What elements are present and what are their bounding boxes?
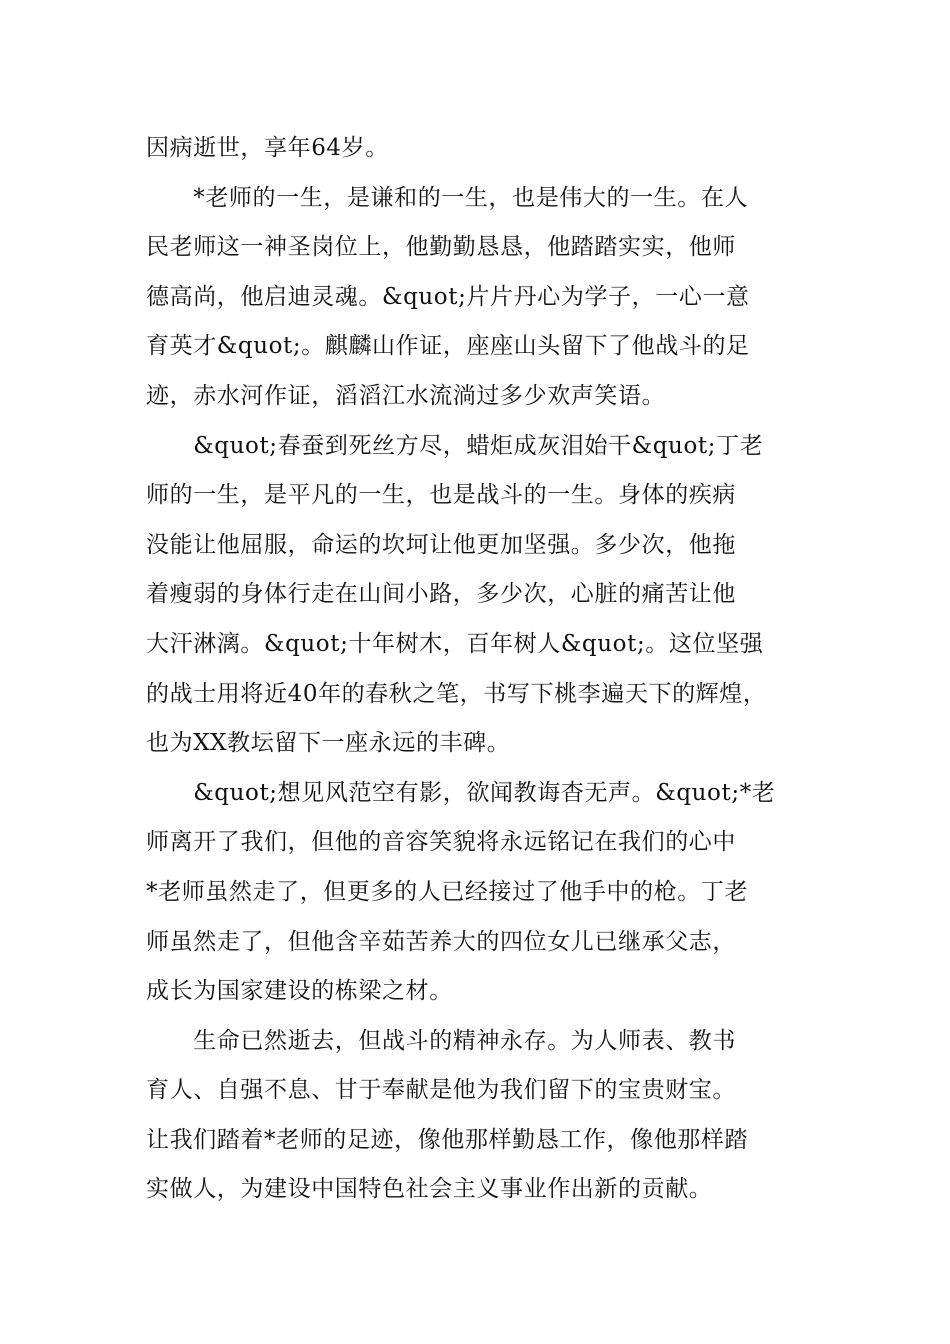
text-line: 育人、自强不息、甘于奉献是他为我们留下的宝贵财宝。 (146, 1077, 736, 1104)
text-line: 德高尚，他启迪灵魂。&quot;片片丹心为学子，一心一意 (146, 283, 750, 310)
text-line: 成长为国家建设的栋梁之材。 (146, 978, 453, 1005)
text-line: 师离开了我们，但他的音容笑貌将永远铭记在我们的心中 (146, 829, 736, 856)
text-line: 让我们踏着*老师的足迹，像他那样勤恳工作，像他那样踏 (146, 1126, 749, 1153)
text-line: &quot;想见风范空有影，欲闻教诲杳无声。&quot;*老 (146, 779, 776, 806)
text-line: 也为XX教坛留下一座永远的丰碑。 (146, 730, 511, 757)
text-line: 民老师这一神圣岗位上，他勤勤恳恳，他踏踏实实，他师 (146, 234, 736, 261)
text-line: *老师的一生，是谦和的一生，也是伟大的一生。在人 (146, 184, 749, 211)
text-line: 师虽然走了，但他含辛茹苦养大的四位女儿已继承父志， (146, 928, 736, 955)
text-line: 的战士用将近40年的春秋之笔，书写下桃李遍天下的辉煌， (146, 680, 767, 707)
text-line: 生命已然逝去，但战斗的精神永存。为人师表、教书 (146, 1027, 736, 1054)
text-line: 大汗淋漓。&quot;十年树木，百年树人&quot;。这位坚强 (146, 630, 764, 657)
text-line: *老师虽然走了，但更多的人已经接过了他手中的枪。丁老 (146, 878, 749, 905)
text-line: 着瘦弱的身体行走在山间小路，多少次，心脏的痛苦让他 (146, 581, 736, 608)
text-line: 没能让他屈服，命运的坎坷让他更加坚强。多少次，他拖 (146, 531, 736, 558)
text-line: 迹，赤水河作证，滔滔江水流淌过多少欢声笑语。 (146, 382, 666, 409)
text-line: 师的一生，是平凡的一生，也是战斗的一生。身体的疾病 (146, 482, 736, 509)
document-body (146, 124, 826, 1215)
text-line: 因病逝世，享年64岁。 (146, 135, 389, 161)
text-line: &quot;春蚕到死丝方尽，蜡炬成灰泪始干&quot;丁老 (146, 432, 764, 459)
text-line: 实做人，为建设中国特色社会主义事业作出新的贡献。 (146, 1176, 713, 1203)
text-line: 育英才&quot;。麒麟山作证，座座山头留下了他战斗的足 (146, 333, 750, 360)
